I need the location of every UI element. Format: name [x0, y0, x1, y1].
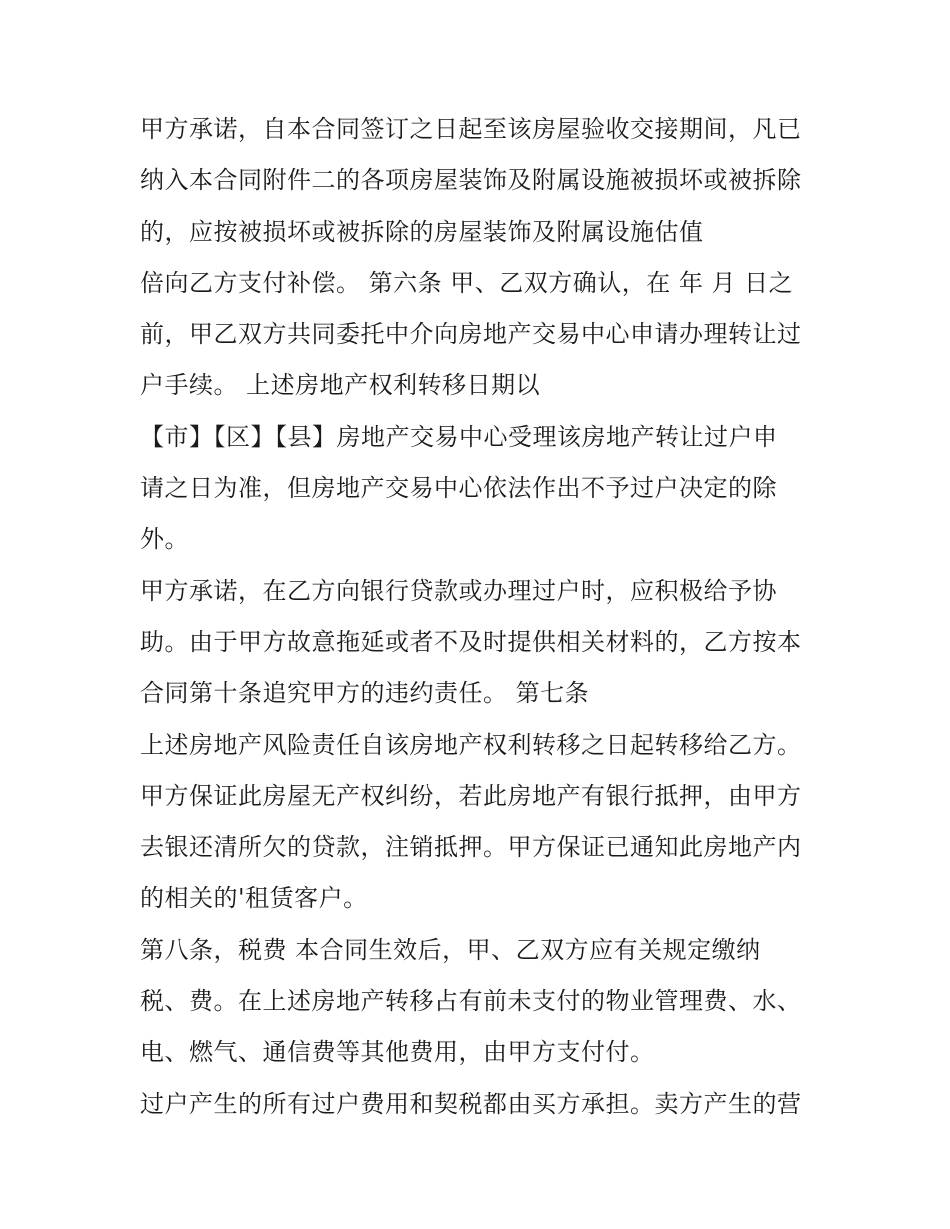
- text-line: 甲方承诺，自本合同签订之日起至该房屋验收交接期间，凡已: [140, 115, 802, 143]
- text-line: 的相关的'租赁客户。: [140, 884, 368, 913]
- text-line: 合同第十条追究甲方的违约责任。 第七条: [140, 679, 590, 708]
- text-line: 前，甲乙双方共同委托中介向房地产交易中心申请办理转让过: [140, 320, 802, 349]
- text-line: 甲方承诺，在乙方向银行贷款或办理过户时，应积极给予协: [140, 576, 777, 605]
- text-line: 上述房地产风险责任自该房地产权利转移之日起转移给乙方。: [140, 730, 802, 759]
- text-line: 税、费。在上述房地产转移占有前未支付的物业管理费、水、: [140, 987, 802, 1016]
- text-line: 的，应按被损坏或被拆除的房屋装饰及附属设施估值: [140, 217, 704, 246]
- text-line: 第八条，税费 本合同生效后，甲、乙双方应有关规定缴纳: [140, 935, 761, 964]
- text-line: 甲方保证此房屋无产权纠纷，若此房地产有银行抵押，由甲方: [140, 781, 802, 810]
- text-line: 【市】【区】【县】房地产交易中心受理该房地产转让过户申: [140, 422, 778, 451]
- contract-text: [140, 104, 820, 1130]
- text-line: 去银还清所欠的贷款，注销抵押。甲方保证已通知此房地产内: [140, 833, 802, 862]
- text-line: 助。由于甲方故意拖延或者不及时提供相关材料的，乙方按本: [140, 627, 802, 656]
- text-line: 外。: [140, 525, 189, 554]
- text-line: 电、燃气、通信费等其他费用，由甲方支付付。: [140, 1038, 655, 1067]
- text-line: 户手续。 上述房地产权利转移日期以: [140, 371, 541, 400]
- text-line: 倍向乙方支付补偿。 第六条 甲、乙双方确认，在 年 月 日之: [140, 268, 794, 297]
- text-line: 请之日为准，但房地产交易中心依法作出不予过户决定的除: [140, 474, 777, 503]
- text-line: 过户产生的所有过户费用和契税都由买方承担。卖方产生的营: [140, 1089, 802, 1118]
- text-line: 纳入本合同附件二的各项房屋装饰及附属设施被损坏或被拆除: [140, 166, 802, 195]
